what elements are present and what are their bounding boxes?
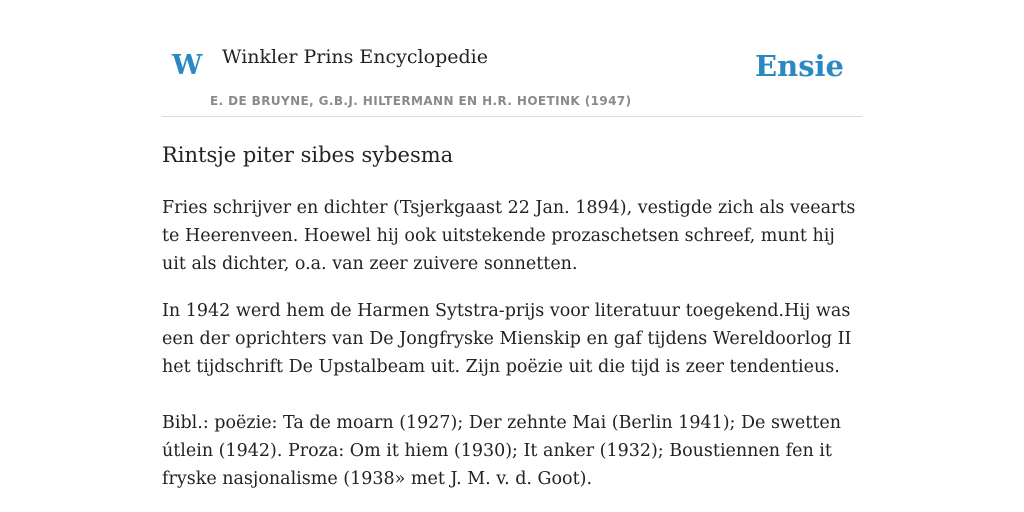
encyclopedia-entry <box>162 0 862 493</box>
article-paragraph-1: Fries schrijver en dichter (Tsjerkgaast 22 Jan. 1894), vestigde zich als veearts te Heerenveen. Hoewel hij ook uitstekende prozaschetsen schreef, munt hij uit als dichter, o.a. van zeer zuivere sonnetten. <box>162 198 856 275</box>
ensie-brand-logo[interactable]: Ensie <box>755 49 844 83</box>
article-bibliography: Bibl.: poëzie: Ta de moarn (1927); Der zehnte Mai (Berlin 1941); De swetten útlein (1942). Proza: Om it hiem (1930); It anker (1932); Boustiennen fen it fryske nasjonalisme (1938» met J. M. v. d. Goot). <box>162 413 841 490</box>
entry-header <box>162 0 862 117</box>
authors-line: E. DE BRUYNE, G.B.J. HILTERMANN EN H.R. HOETINK (1947) <box>210 94 632 108</box>
article-title: Rintsje piter sibes sybesma <box>162 143 454 167</box>
winkler-prins-logo[interactable]: W <box>172 50 203 81</box>
source-title[interactable]: Winkler Prins Encyclopedie <box>222 46 488 68</box>
article-paragraph-2: In 1942 werd hem de Harmen Sytstra-prijs voor literatuur toegekend.Hij was een der oprichters van De Jongfryske Mienskip en gaf tijdens Wereldoorlog II het tijdschrift De Upstalbeam uit. Zijn poëzie uit die tijd is zeer tendentieus. <box>162 301 852 378</box>
